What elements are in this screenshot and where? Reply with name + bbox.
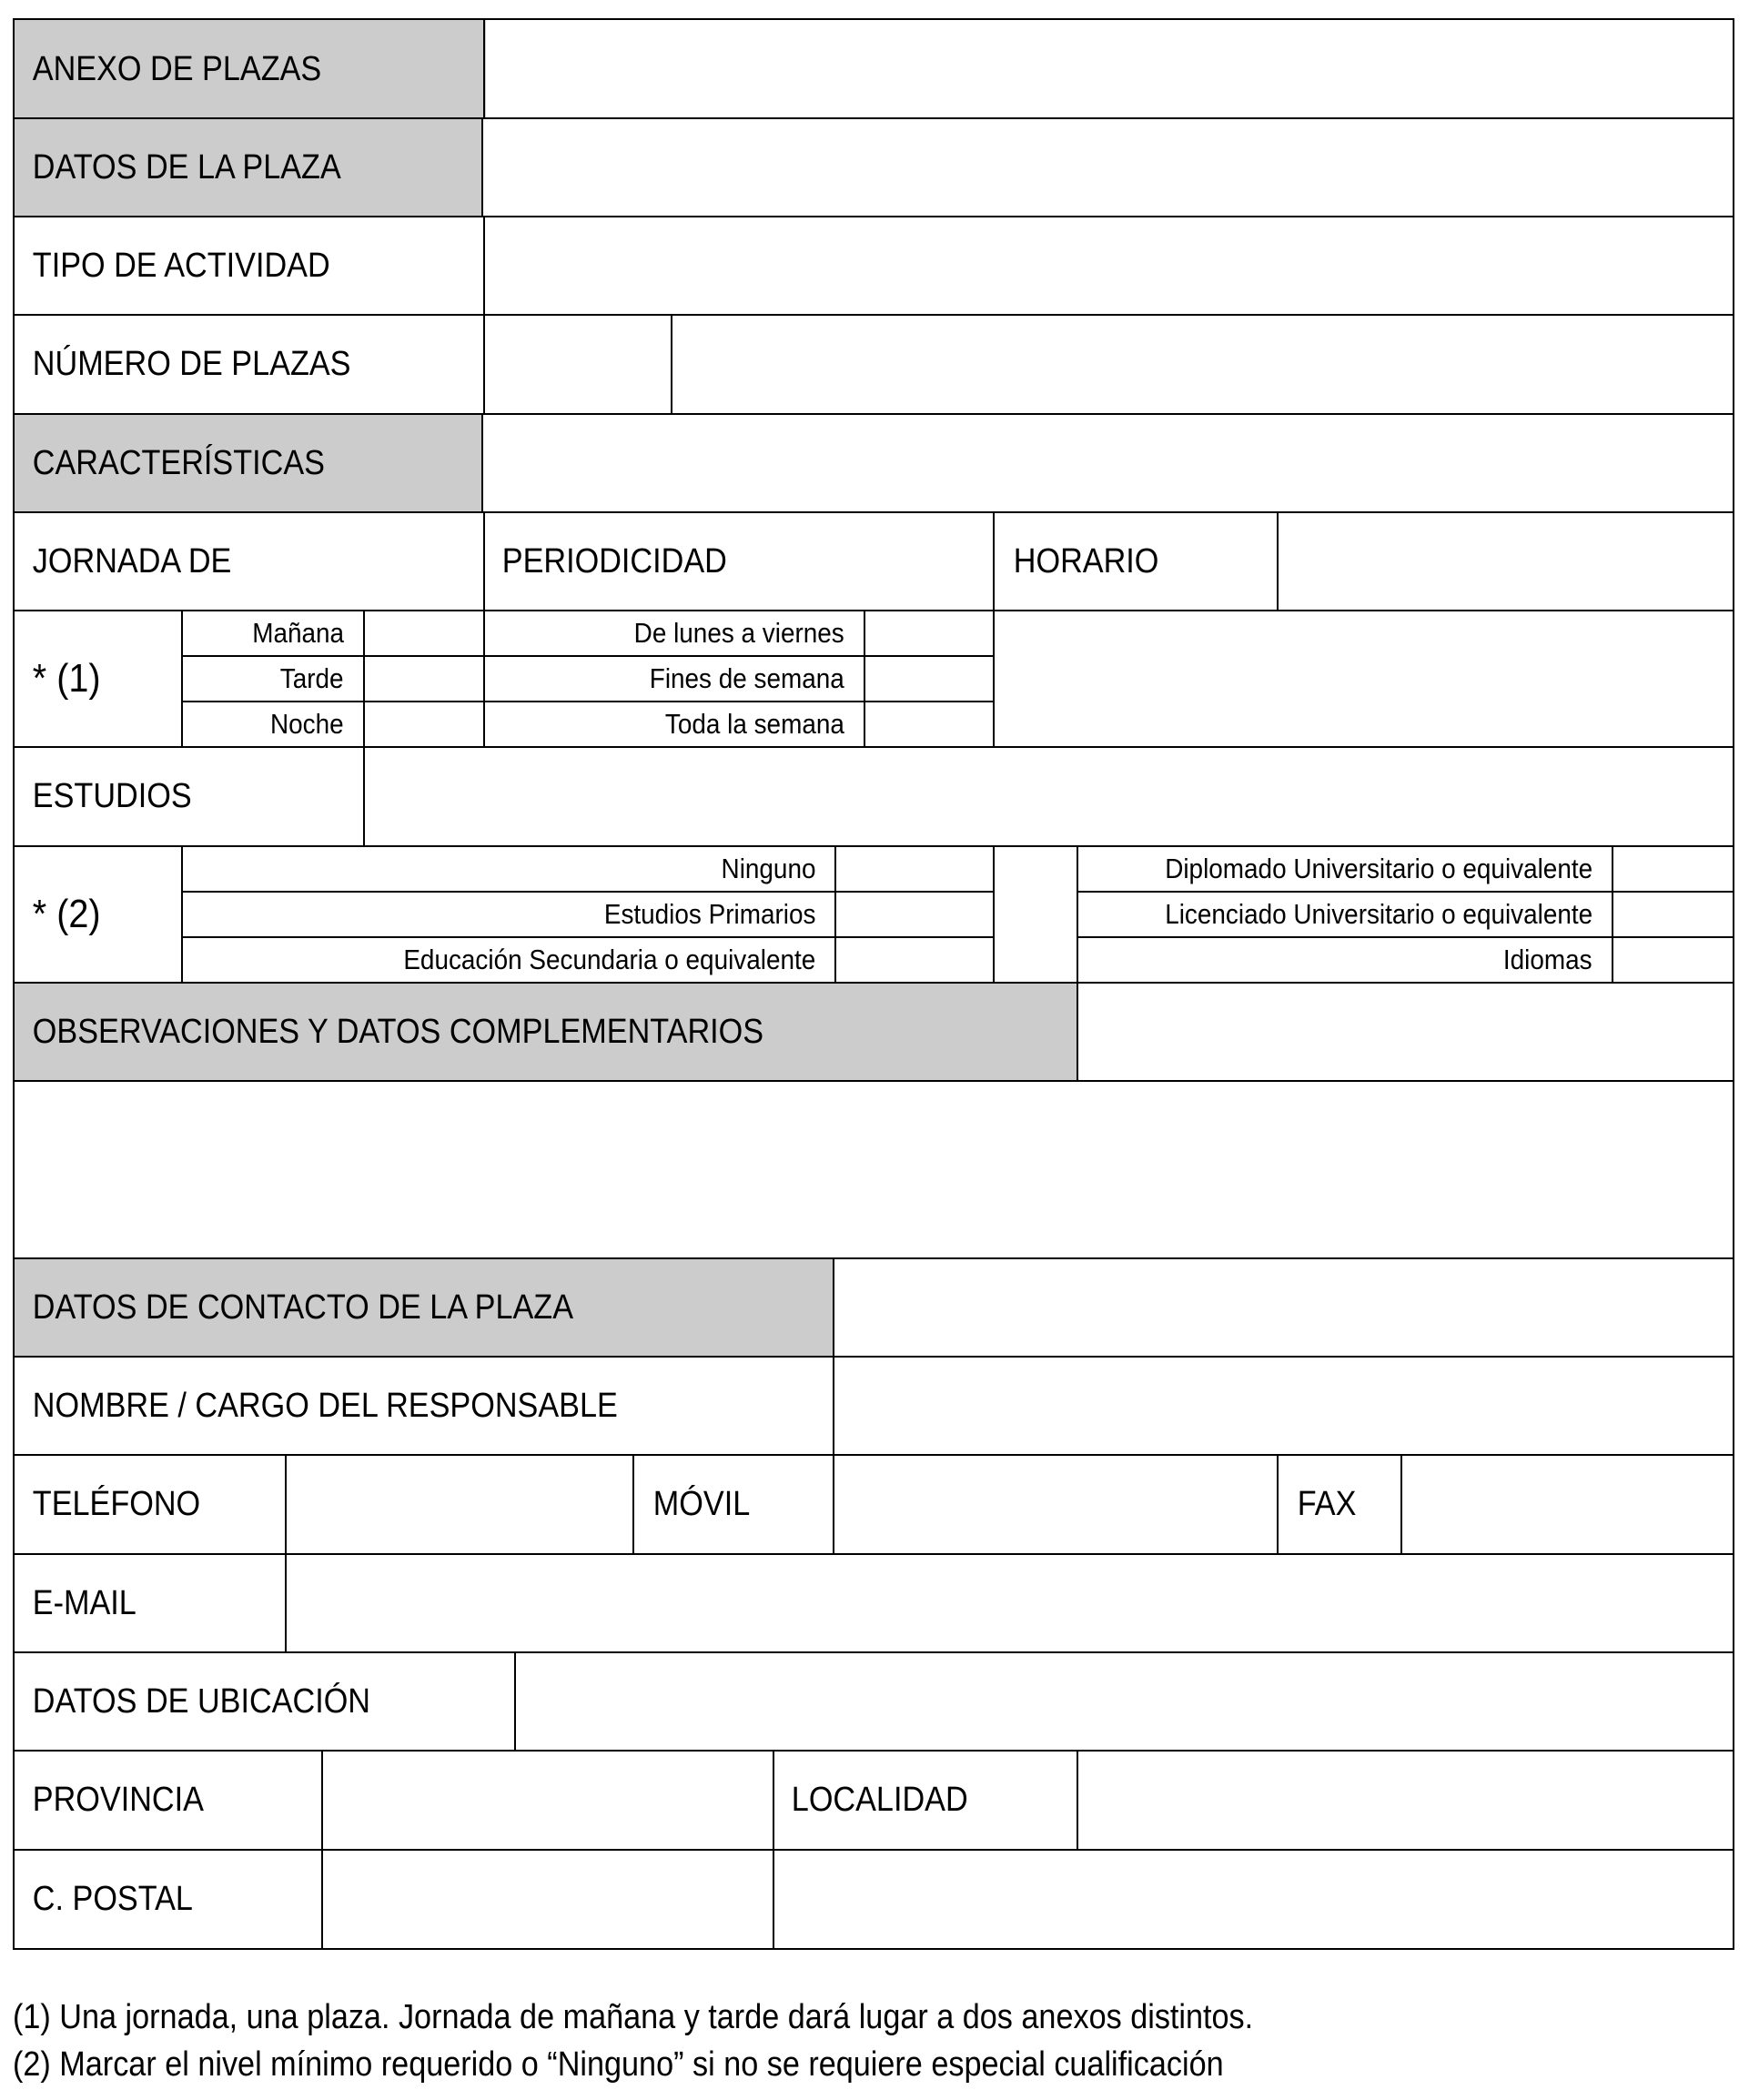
col-line xyxy=(833,1257,834,1555)
tipo-actividad-label: TIPO DE ACTIVIDAD xyxy=(32,246,330,285)
col-line xyxy=(514,1651,516,1752)
movil-label-cell xyxy=(635,1455,834,1554)
note-ref-2-cell xyxy=(15,846,182,983)
col-line xyxy=(481,413,483,513)
email-input[interactable] xyxy=(288,1556,1733,1651)
fax-input[interactable] xyxy=(1403,1457,1733,1552)
email-label-cell xyxy=(15,1554,286,1652)
subrow-line xyxy=(1077,891,1734,893)
row-line xyxy=(13,982,1734,984)
col-line xyxy=(363,610,365,847)
col-line xyxy=(483,216,485,415)
ubicacion-label: DATOS DE UBICACIÓN xyxy=(32,1681,370,1721)
row-line xyxy=(13,845,1734,847)
contacto-header xyxy=(15,1258,834,1357)
telefono-input[interactable] xyxy=(288,1457,633,1552)
estudios-option-diplomado: Diplomado Universitario o equivalente xyxy=(1165,853,1592,884)
col-line xyxy=(1612,845,1613,984)
telefono-label: TELÉFONO xyxy=(32,1485,201,1523)
note-ref-1: * (1) xyxy=(32,656,101,701)
row-line xyxy=(13,746,1734,748)
estudios-input[interactable] xyxy=(366,749,1733,844)
periodicidad-option-lunes-viernes: De lunes a viernes xyxy=(633,617,844,649)
row-line xyxy=(13,314,1734,316)
col-line xyxy=(1277,511,1279,611)
footnote-2: (2) Marcar el nivel mínimo requerido o “Ninguno” si no se requiere especial cualificación xyxy=(13,2045,1224,2084)
localidad-label-cell xyxy=(773,1751,1077,1850)
estudios-option-licenciado: Licenciado Universitario o equivalente xyxy=(1165,898,1592,930)
subrow-line xyxy=(182,936,994,938)
tipo-actividad-input[interactable] xyxy=(486,218,1733,313)
col-line xyxy=(321,1750,323,1949)
jornada-label-cell xyxy=(15,512,482,611)
col-line xyxy=(285,1454,287,1653)
periodicidad-toda-semana-checkbox[interactable] xyxy=(866,702,994,746)
movil-label: MÓVIL xyxy=(652,1485,751,1523)
row-line xyxy=(13,610,1734,611)
telefono-label-cell xyxy=(15,1455,286,1554)
subrow-line xyxy=(182,655,994,657)
localidad-label: LOCALIDAD xyxy=(791,1781,968,1819)
border-bottom xyxy=(13,1948,1734,1950)
jornada-tarde-checkbox[interactable] xyxy=(366,657,482,701)
contacto-title: DATOS DE CONTACTO DE LA PLAZA xyxy=(32,1287,574,1327)
anexo-header xyxy=(15,20,486,118)
row-line xyxy=(13,1750,1734,1752)
row-line xyxy=(13,216,1734,217)
anexo-input[interactable] xyxy=(486,22,1733,116)
row-line xyxy=(13,1651,1734,1653)
numero-plazas-label: NÚMERO DE PLAZAS xyxy=(32,345,351,383)
jornada-label: JORNADA DE xyxy=(32,541,232,581)
periodicidad-label-cell xyxy=(484,512,994,611)
c-postal-label: C. POSTAL xyxy=(32,1879,193,1918)
horario-input[interactable] xyxy=(1279,514,1733,609)
c-postal-input[interactable] xyxy=(324,1852,772,1946)
col-line xyxy=(1077,1750,1078,1850)
nombre-cargo-input[interactable] xyxy=(835,1358,1733,1453)
col-line xyxy=(181,610,183,748)
datos-plaza-input[interactable] xyxy=(484,120,1733,215)
numero-plazas-label-cell xyxy=(15,315,482,414)
periodicidad-fines-semana-checkbox[interactable] xyxy=(866,657,994,701)
localidad-input[interactable] xyxy=(1079,1752,1733,1848)
email-label: E-MAIL xyxy=(32,1583,136,1622)
estudios-idiomas-checkbox[interactable] xyxy=(1614,938,1733,982)
anexo-title: ANEXO DE PLAZAS xyxy=(32,49,322,88)
periodicidad-label: PERIODICIDAD xyxy=(501,541,727,581)
footnote-1: (1) Una jornada, una plaza. Jornada de mañana y tarde dará lugar a dos anexos distintos. xyxy=(13,1998,1254,2036)
col-line xyxy=(1277,1454,1279,1554)
border-left xyxy=(13,18,15,1950)
estudios-secundaria-checkbox[interactable] xyxy=(837,938,994,982)
row-line xyxy=(13,1849,1734,1851)
horario-label-cell xyxy=(996,512,1278,611)
estudios-option-ninguno: Ninguno xyxy=(721,853,815,884)
col-line xyxy=(993,845,995,984)
row-line xyxy=(13,1257,1734,1259)
periodicidad-option-toda-semana: Toda la semana xyxy=(665,708,844,740)
nombre-cargo-label: NOMBRE / CARGO DEL RESPONSABLE xyxy=(32,1386,618,1425)
ubicacion-input[interactable] xyxy=(517,1654,1733,1749)
jornada-manana-checkbox[interactable] xyxy=(366,611,482,655)
estudios-label: ESTUDIOS xyxy=(32,777,192,815)
ubicacion-label-cell xyxy=(15,1652,515,1751)
contacto-input[interactable] xyxy=(835,1260,1733,1355)
col-line xyxy=(181,845,183,984)
jornada-option-tarde: Tarde xyxy=(280,662,344,694)
estudios-option-secundaria: Educación Secundaria o equivalente xyxy=(403,944,815,975)
nombre-cargo-label-cell xyxy=(15,1357,834,1455)
jornada-option-noche: Noche xyxy=(270,708,344,740)
subrow-line xyxy=(182,701,994,702)
estudios-option-idiomas: Idiomas xyxy=(1503,944,1592,975)
border-top xyxy=(13,18,1734,20)
col-line xyxy=(773,1750,774,1949)
provincia-input[interactable] xyxy=(324,1752,772,1848)
note-ref-2: * (2) xyxy=(32,892,101,936)
fax-label-cell xyxy=(1279,1455,1401,1554)
estudios-primarios-checkbox[interactable] xyxy=(837,893,994,936)
numero-plazas-extra-input[interactable] xyxy=(673,317,1733,412)
estudios-ninguno-checkbox[interactable] xyxy=(837,847,994,891)
subrow-line xyxy=(182,891,994,893)
datos-plaza-header xyxy=(15,118,482,217)
caracteristicas-header xyxy=(15,414,482,512)
col-line xyxy=(632,1454,634,1554)
col-line xyxy=(481,117,483,217)
numero-plazas-input[interactable] xyxy=(486,317,670,412)
row-line xyxy=(13,413,1734,415)
tipo-actividad-label-cell xyxy=(15,217,482,315)
estudios-diplomado-checkbox[interactable] xyxy=(1614,847,1733,891)
periodicidad-option-fines-semana: Fines de semana xyxy=(649,662,844,694)
horario-detail-input[interactable] xyxy=(996,612,1733,745)
c-postal-label-cell xyxy=(15,1850,322,1948)
caracteristicas-input[interactable] xyxy=(484,416,1733,510)
estudios-option-primarios: Estudios Primarios xyxy=(603,898,815,930)
col-line xyxy=(1077,845,1078,1082)
row-line xyxy=(13,1080,1734,1082)
provincia-label: PROVINCIA xyxy=(32,1781,204,1819)
note-ref-1-cell xyxy=(15,611,182,747)
col-line xyxy=(483,511,485,748)
estudios-licenciado-checkbox[interactable] xyxy=(1614,893,1733,936)
horario-label: HORARIO xyxy=(1013,541,1159,581)
row-line xyxy=(13,511,1734,513)
fax-label: FAX xyxy=(1297,1485,1357,1523)
row-line xyxy=(13,1553,1734,1555)
observaciones-title: OBSERVACIONES Y DATOS COMPLEMENTARIOS xyxy=(32,1012,764,1051)
col-line xyxy=(993,511,995,748)
jornada-option-manana: Mañana xyxy=(252,617,344,649)
observaciones-textarea[interactable] xyxy=(16,1083,1733,1257)
observaciones-side-input[interactable] xyxy=(1079,984,1733,1079)
movil-input[interactable] xyxy=(835,1457,1278,1552)
col-line xyxy=(1400,1454,1402,1554)
subrow-line xyxy=(1077,936,1734,938)
provincia-label-cell xyxy=(15,1751,322,1850)
row-line xyxy=(13,117,1734,119)
estudios-label-cell xyxy=(15,747,364,846)
periodicidad-lunes-viernes-checkbox[interactable] xyxy=(866,611,994,655)
row-line xyxy=(13,1356,1734,1358)
border-right xyxy=(1733,18,1734,1950)
col-line xyxy=(483,18,485,118)
observaciones-header xyxy=(15,983,1077,1081)
jornada-noche-checkbox[interactable] xyxy=(366,702,482,746)
c-postal-extra-input[interactable] xyxy=(775,1852,1733,1946)
col-line xyxy=(671,314,672,414)
datos-plaza-title: DATOS DE LA PLAZA xyxy=(32,147,341,187)
col-line xyxy=(864,610,865,748)
caracteristicas-title: CARACTERÍSTICAS xyxy=(32,443,325,482)
row-line xyxy=(13,1454,1734,1456)
col-line xyxy=(834,845,836,984)
